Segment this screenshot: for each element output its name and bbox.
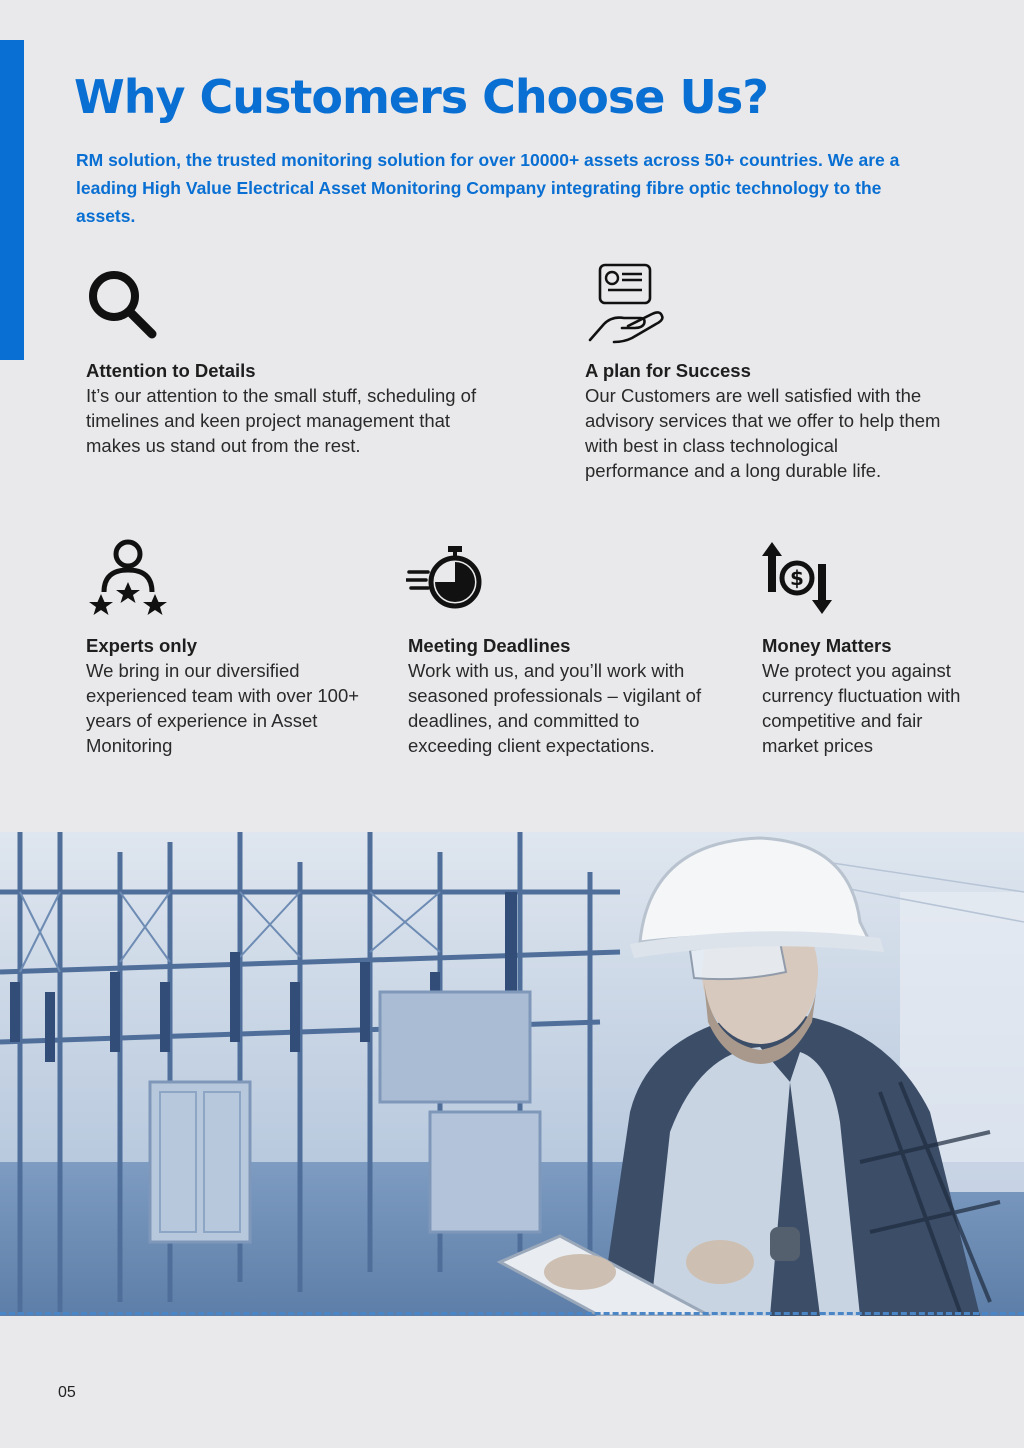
- feature-description: Our Customers are well satisfied with the advisory services that we offer to help them with best in class technological performance and a long durable life.: [585, 385, 941, 481]
- page-title: Why Customers Choose Us?: [74, 70, 768, 124]
- intro-paragraph: RM solution, the trusted monitoring solution for over 10000+ assets across 50+ countries. We are a leading High Value Electrical Asset Monitoring Company integrating fibre optic technology to the assets.: [76, 150, 900, 226]
- feature-title: Meeting Deadlines: [408, 635, 571, 656]
- feature-title: Money Matters: [762, 635, 892, 656]
- feature-title: Attention to Details: [86, 360, 256, 381]
- magnifier-icon: [84, 266, 160, 342]
- feature-description: Work with us, and you’ll work with seasoned professionals – vigilant of deadlines, and committed to exceeding client expectations.: [408, 660, 702, 756]
- feature-experts-only: [86, 633, 366, 758]
- stopwatch-icon: [406, 544, 486, 614]
- feature-description: It’s our attention to the small stuff, scheduling of timelines and keen project management that makes us stand out from the rest.: [86, 385, 477, 456]
- feature-title: A plan for Success: [585, 360, 751, 381]
- page-number: 05: [58, 1384, 76, 1401]
- feature-title: Experts only: [86, 635, 198, 656]
- money-arrows-icon: [758, 540, 838, 616]
- svg-text:$: $: [790, 566, 804, 590]
- feature-money-matters: [762, 633, 982, 758]
- accent-bar: [0, 40, 24, 360]
- expert-stars-icon: [86, 538, 170, 622]
- hero-photo-engineer-substation: [0, 832, 1024, 1316]
- feature-description: We bring in our diversified experienced team with over 100+ years of experience in Asset Monitoring: [86, 660, 360, 756]
- feature-description: We protect you against currency fluctuation with competitive and fair market prices: [762, 660, 961, 756]
- photo-bottom-divider: [0, 1312, 1024, 1315]
- feature-meeting-deadlines: [408, 633, 708, 758]
- feature-attention-to-details: [86, 358, 486, 458]
- feature-plan-for-success: [585, 358, 945, 483]
- hand-certificate-icon: [588, 262, 672, 346]
